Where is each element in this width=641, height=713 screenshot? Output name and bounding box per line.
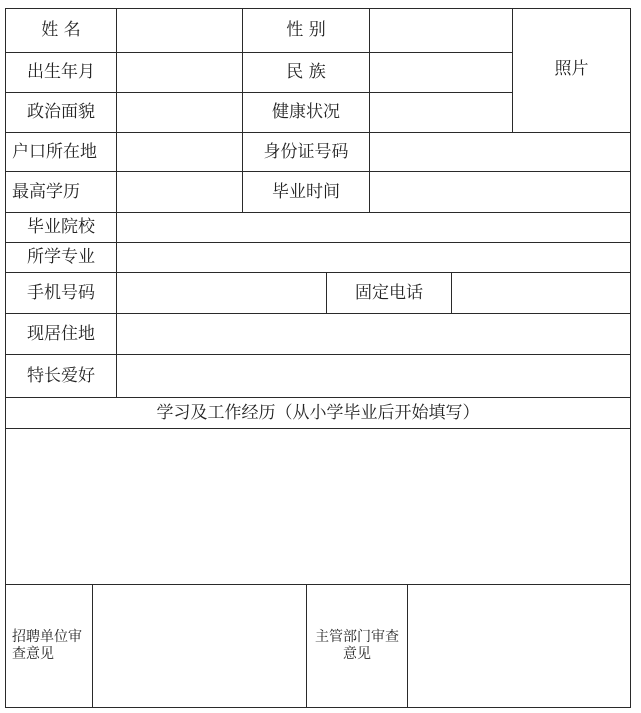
school-label: 毕业院校 [27, 217, 95, 238]
hukou-field[interactable] [117, 133, 242, 171]
grid-line [306, 584, 307, 708]
mobile-field[interactable] [117, 273, 326, 313]
grid-line [630, 8, 631, 708]
political-label: 政治面貌 [27, 102, 95, 123]
ethnicity-field[interactable] [370, 53, 512, 92]
address-label: 现居住地 [27, 323, 95, 344]
employer-opinion-field[interactable] [93, 585, 306, 707]
employer-opinion-label: 招聘单位审查意见 [12, 629, 82, 662]
hukou-label: 户口所在地 [12, 141, 97, 162]
major-field[interactable] [117, 243, 630, 272]
school-field[interactable] [117, 213, 630, 242]
registration-form [5, 8, 631, 708]
authority-opinion-label: 主管部门审查意见 [315, 629, 399, 662]
gender-label: 性 别 [286, 20, 326, 41]
health-label: 健康状况 [272, 102, 340, 123]
ethnicity-label: 民 族 [286, 62, 326, 83]
landline-label: 固定电话 [355, 282, 423, 303]
birth-field[interactable] [117, 53, 242, 92]
education-field[interactable] [117, 172, 242, 212]
photo-box[interactable]: 照片 [554, 59, 589, 79]
health-field[interactable] [370, 93, 512, 132]
birth-label: 出生年月 [27, 62, 95, 83]
name-field[interactable] [117, 9, 242, 52]
landline-field[interactable] [452, 273, 630, 313]
gender-field[interactable] [370, 9, 512, 52]
graduation-time-label: 毕业时间 [272, 181, 340, 202]
hobbies-field[interactable] [117, 355, 630, 397]
education-label: 最高学历 [12, 181, 80, 202]
authority-opinion-field[interactable] [408, 585, 630, 707]
hobbies-label: 特长爱好 [27, 365, 95, 386]
political-field[interactable] [117, 93, 242, 132]
address-field[interactable] [117, 314, 630, 354]
graduation-time-field[interactable] [370, 172, 630, 212]
grid-line [5, 707, 631, 708]
history-heading: 学习及工作经历（从小学毕业后开始填写） [156, 402, 480, 423]
id-number-label: 身份证号码 [263, 141, 349, 162]
mobile-label: 手机号码 [27, 282, 95, 303]
history-field[interactable] [6, 429, 630, 584]
name-label: 姓 名 [41, 20, 81, 41]
id-number-field[interactable] [370, 133, 630, 171]
major-label: 所学专业 [27, 247, 95, 268]
